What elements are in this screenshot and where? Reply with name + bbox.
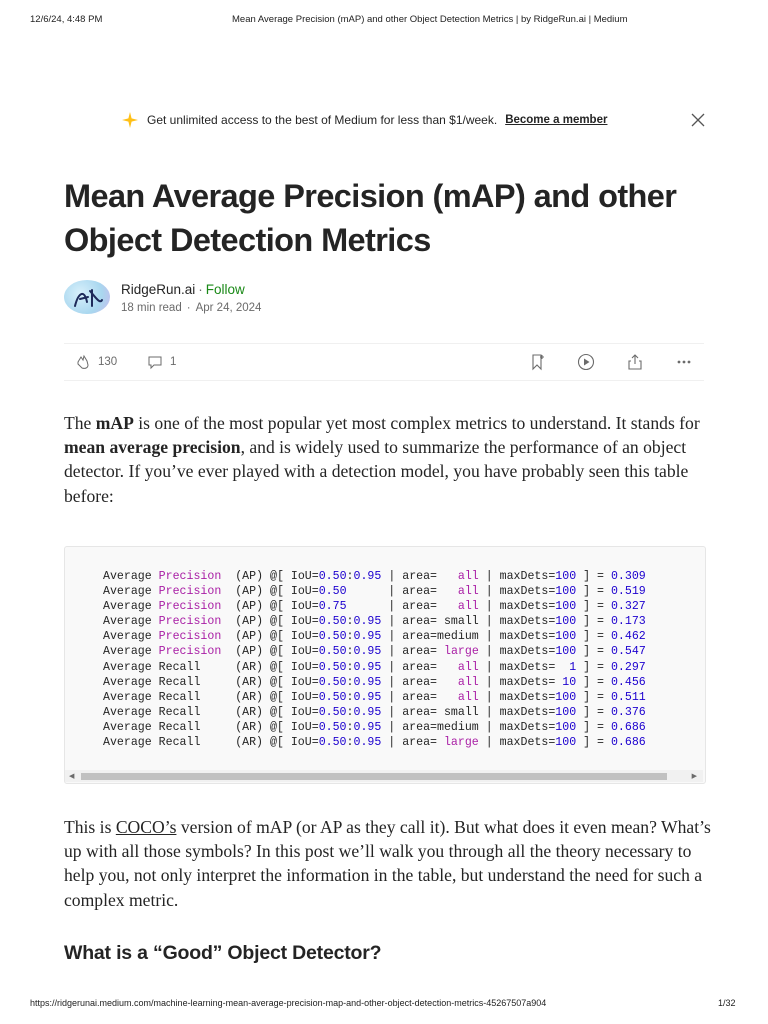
print-url: https://ridgerunai.medium.com/machine-learning-mean-average-precision-map-and-other-object-detection-metrics-45267507a904 xyxy=(30,998,547,1008)
map-bold: mAP xyxy=(95,413,134,433)
mean-average-precision-bold: mean average precision xyxy=(64,437,241,458)
print-datetime: 12/6/24, 4:48 PM xyxy=(30,14,103,25)
response-count: 1 xyxy=(170,356,177,368)
clap-button[interactable] xyxy=(74,353,117,371)
share-icon[interactable] xyxy=(626,353,644,371)
author-name[interactable]: RidgeRun.ai xyxy=(121,282,196,297)
section-heading: What is a “Good” Object Detector? xyxy=(64,942,382,964)
clap-icon xyxy=(74,353,92,371)
code-row: Average Precision (AP) @[ IoU=0.50:0.95 | area=medium | maxDets=100 ] = 0.462 xyxy=(103,630,646,644)
print-page-number: 1/32 xyxy=(718,998,736,1008)
publish-date: Apr 24, 2024 xyxy=(195,302,262,314)
code-row: Average Recall (AR) @[ IoU=0.50:0.95 | area= all | maxDets=100 ] = 0.511 xyxy=(103,690,646,704)
code-row: Average Recall (AR) @[ IoU=0.50:0.95 | area= small | maxDets=100 ] = 0.376 xyxy=(103,705,646,719)
intro-paragraph: The mAP is one of the most popular yet most complex metrics to understand. It stands for mean average precision, and is widely used to summarize the performance of an object detector. If you’ve ever played with a detection model, you have probably seen this table before: xyxy=(64,413,700,506)
code-row: Average Precision (AP) @[ IoU=0.75 | area= all | maxDets=100 ] = 0.327 xyxy=(103,600,646,614)
scroll-right-icon[interactable]: ▶ xyxy=(691,773,697,780)
article-title: Mean Average Precision (mAP) and other Object Detection Metrics xyxy=(64,178,677,258)
sparkle-icon xyxy=(122,112,138,128)
coco-paragraph: This is COCO’s version of mAP (or AP as they call it). But what does it even mean? What’s up with all those symbols? In this post we’ll walk you through all the theory necessary to help you, not only interpret the information in the table, but understand the need for such a complex metric. xyxy=(64,817,711,910)
coco-link[interactable]: COCO’s xyxy=(115,817,177,837)
bookmark-icon[interactable] xyxy=(529,353,547,371)
close-icon[interactable] xyxy=(690,112,706,128)
author-line: RidgeRun.ai · Follow xyxy=(121,282,245,297)
read-time: 18 min read xyxy=(121,302,182,314)
code-row: Average Recall (AR) @[ IoU=0.50:0.95 | area= all | maxDets= 10 ] = 0.456 xyxy=(103,675,646,689)
author-avatar[interactable] xyxy=(64,280,110,314)
responses-button[interactable] xyxy=(146,353,176,371)
logo-icon xyxy=(64,280,110,314)
code-block[interactable] xyxy=(64,546,706,784)
play-icon[interactable] xyxy=(577,353,595,371)
code-row: Average Recall (AR) @[ IoU=0.50:0.95 | area= large | maxDets=100 ] = 0.686 xyxy=(103,736,646,750)
scroll-left-icon[interactable]: ◀ xyxy=(69,773,75,780)
code-row: Average Precision (AP) @[ IoU=0.50 | area= all | maxDets=100 ] = 0.519 xyxy=(103,585,646,599)
code-row: Average Precision (AP) @[ IoU=0.50:0.95 | area= small | maxDets=100 ] = 0.173 xyxy=(103,615,646,629)
code-row: Average Recall (AR) @[ IoU=0.50:0.95 | area=medium | maxDets=100 ] = 0.686 xyxy=(103,720,646,734)
coco-eval-table xyxy=(103,569,646,750)
membership-banner xyxy=(122,112,607,128)
comment-icon xyxy=(146,353,164,371)
clap-count: 130 xyxy=(98,356,118,368)
print-doc-title: Mean Average Precision (mAP) and other Object Detection Metrics | by RidgeRun.ai | Medium xyxy=(232,14,628,25)
follow-button[interactable]: Follow xyxy=(205,282,245,297)
banner-text: Get unlimited access to the best of Medium for less than $1/week. xyxy=(147,113,498,127)
code-row: Average Precision (AP) @[ IoU=0.50:0.95 | area= large | maxDets=100 ] = 0.547 xyxy=(103,645,646,659)
scroll-thumb[interactable] xyxy=(81,773,667,780)
article-action-bar xyxy=(64,343,704,381)
article-meta: 18 min read · Apr 24, 2024 xyxy=(121,302,262,314)
code-scrollbar[interactable] xyxy=(65,770,703,782)
code-row: Average Recall (AR) @[ IoU=0.50:0.95 | area= all | maxDets= 1 ] = 0.297 xyxy=(103,660,646,674)
become-member-link[interactable]: Become a member xyxy=(505,114,608,126)
code-row: Average Precision (AP) @[ IoU=0.50:0.95 | area= all | maxDets=100 ] = 0.309 xyxy=(103,570,646,583)
more-icon[interactable] xyxy=(675,353,693,371)
